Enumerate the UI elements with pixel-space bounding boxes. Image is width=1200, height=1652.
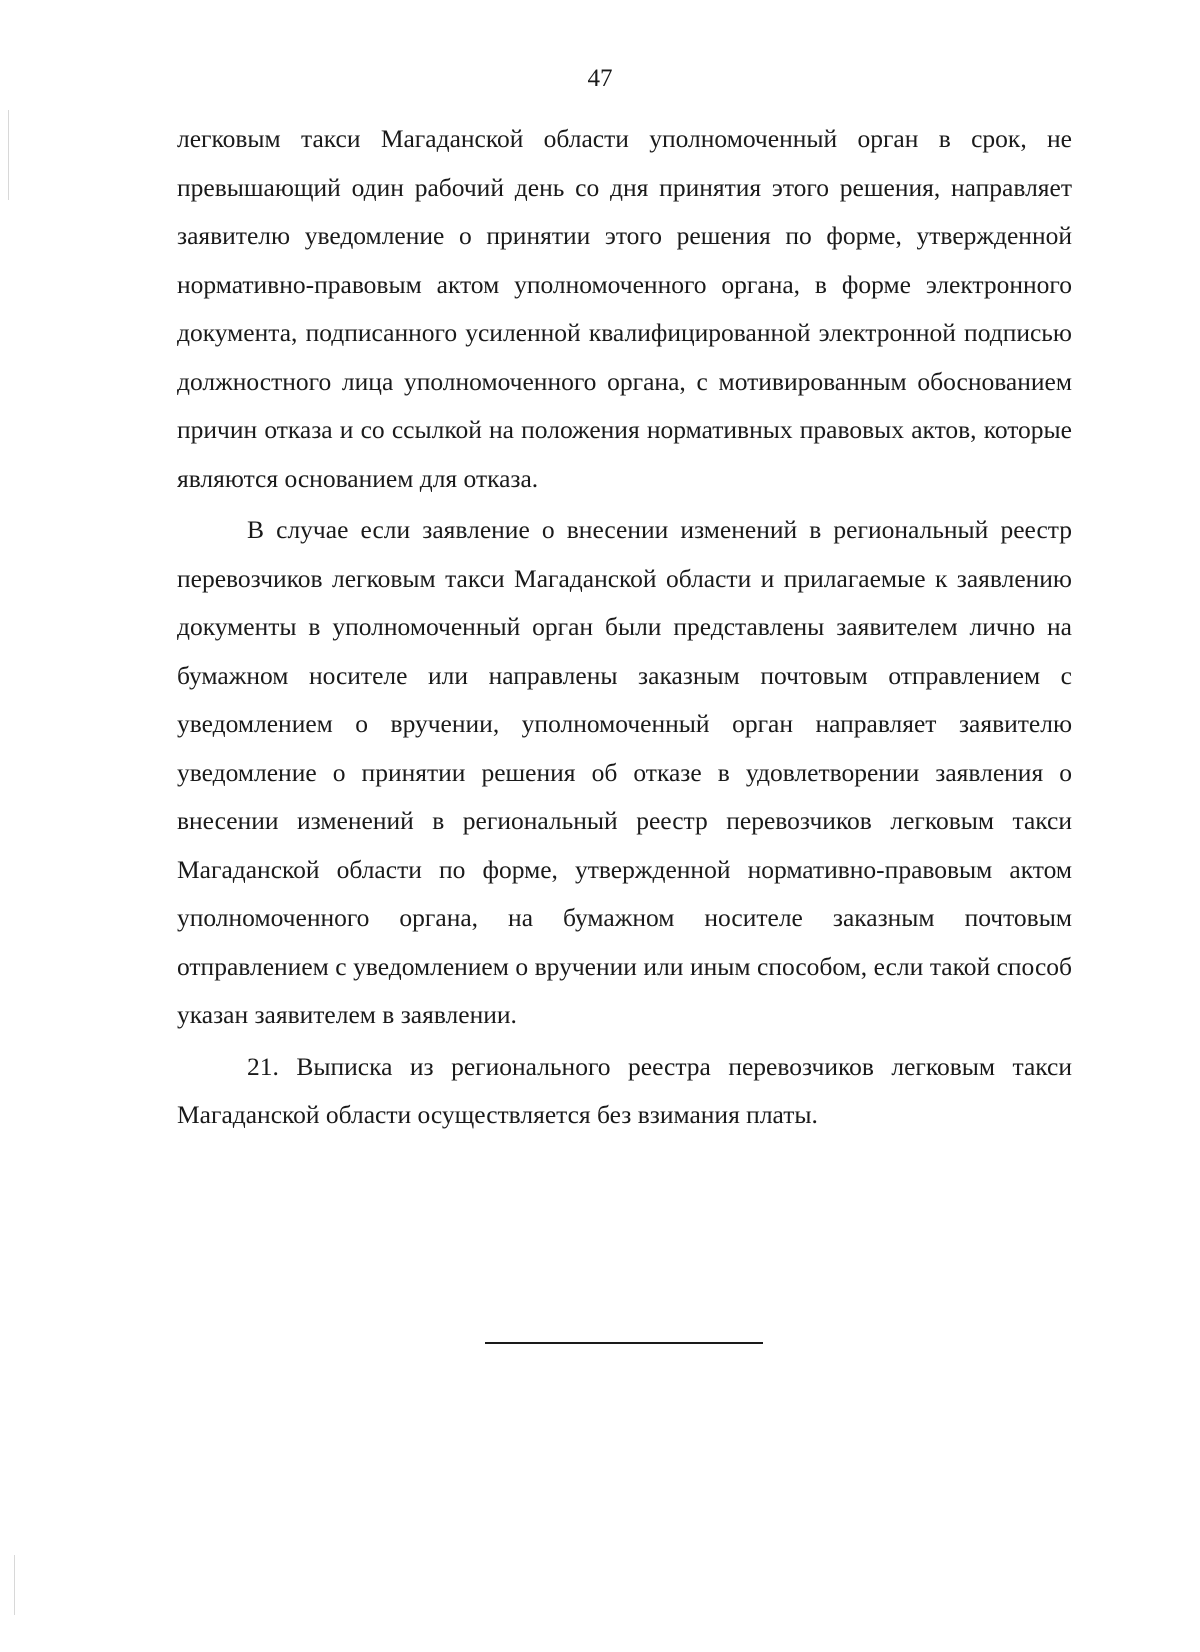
paragraph-continuation: легковым такси Магаданской области уполномоченный орган в срок, не превышающий один рабочий день со дня принятия этого решения, направляет заявителю уведомление о принятии этого решения по форме, утвержденной нормативно-правовым актом уполномоченного органа, в форме электронного документа, подписанного усиленной квалифицированной электронной подписью должностного лица уполномоченного органа, с мотивированным обоснованием причин отказа и со ссылкой на положения нормативных правовых актов, которые являются основанием для отказа. xyxy=(177,124,1072,493)
page-number: 47 xyxy=(587,65,613,92)
scan-edge-mark xyxy=(8,110,9,200)
scan-edge-mark xyxy=(14,1555,15,1615)
document-body xyxy=(177,115,1072,1140)
end-of-document-rule xyxy=(485,1342,763,1344)
paragraph-item-21: 21. Выписка из регионального реестра перевозчиков легковым такси Магаданской области осуществляется без взимания платы. xyxy=(177,1051,1072,1129)
paragraph-refusal-notice: В случае если заявление о внесении изменений в региональный реестр перевозчиков легковым такси Магаданской области и прилагаемые к заявлению документы в уполномоченный орган были представлены заявителем лично на бумажном носителе или направлены заказным почтовым отправлением с уведомлением о вручении, уполномоченный орган направляет заявителю уведомление о принятии решения об отказе в удовлетворении заявления о внесении изменений в региональный реестр перевозчиков легковым такси Магаданской области по форме, утвержденной нормативно-правовым актом уполномоченного органа, на бумажном носителе заказным почтовым отправлением с уведомлением о вручении или иным способом, если такой способ указан заявителем в заявлении. xyxy=(177,515,1072,1029)
